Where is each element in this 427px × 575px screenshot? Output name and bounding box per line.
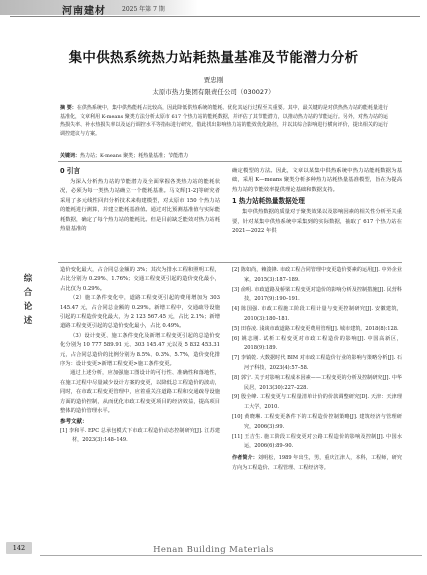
reference-item: [10] 黄晓琳. 工程变更条件下的工程造价控制策略[J]. 建筑经济与管理研究，2006(3):99. xyxy=(232,413,402,430)
intro-paragraph: 为深入分析热力站的节能潜力及全面掌握各类热力站的能耗状况，必须为每一类热力站确立一个能耗基准。马文辉[1-2]等研究者采用了多元线性回归分析技术来构建模型，对太原市 150 个热力站的能耗进行测算，并建立能耗基准值。通过对比预测基准值与实际能耗数据，确定了每个热力站的能耗比。但是目前缺乏能效对热力站耗热量基准的 xyxy=(60,179,220,233)
intro-paragraph-cont: 确定模型的方法。因此，文章以某集中供热系统中热力站能耗数据为基础，采用 K—means 聚类分析多种热力站耗热量基准模型，旨在为提高热力站的节能效率提供理论基础和数据支持。 xyxy=(232,168,402,193)
side-section-label xyxy=(22,272,34,328)
analysis-paragraph: （3）设计变更、施工条件变化及新增工程变更引起的总造价变化分别为 10 777 589.91 元、303 145.47 元以及 5 832 453.31 元，占合同总造价的比例分别为 8.5%、0.3%、5.7%，造价变化排序为：设计变更>新增工程变更>施工条件变更。 xyxy=(60,332,220,368)
reference-item: [1] 李和平. EPC 总承包模式下市政工程造价动态控制研究[J]. 江苏建材，2023(3):148–149. xyxy=(60,427,220,444)
analysis-paragraph: 通过上述分析，应加强施工图设计的可行性、准确性和落地性，在施工过程中尽量减少设计方案的变更，以降低总工程造价的波动，同时，在市政工程变更管理中，应着重关注道路工程和交通疏导设施方面的造价控制，从而优化市政工程变更项目的经济效益，提高项目整体的造价管理水平。 xyxy=(60,370,220,415)
analysis-column xyxy=(60,266,220,446)
keywords-label: 关键词： xyxy=(60,153,81,159)
side-char: 论 xyxy=(23,302,33,312)
reference-item: [11] 王吉生. 施工阶段工程变更对公路工程造价的影响及控制[J]. 中国水运，2006(6):89–90. xyxy=(232,433,402,450)
journal-brand: 河南建材 xyxy=(62,6,106,17)
author-bio-label: 作者简介： xyxy=(232,455,258,462)
issue-label: 2025 年第 7 期 xyxy=(122,6,165,13)
keywords-text: 热力站；K-means 聚类；耗热量基准；节能潜力 xyxy=(80,153,189,159)
data-paragraph: 集中供热数据的质量对于聚类效果以及影响因素的相关性分析至关重要，针对某集中供热系统中采集到的实际数据，抽取了 617 个热力站在 2021—2022 年供 xyxy=(232,209,402,235)
reference-item: [5] 田春凌. 浅谈市政道路工程变更费用管理[J]. 城市建筑，2018(8):128. xyxy=(232,325,399,332)
author-affiliation: 太原市热力集团有限责任公司（030027） xyxy=(152,88,275,96)
abstract-divider xyxy=(58,161,402,162)
references-heading: 参考文献： xyxy=(60,418,88,425)
abstract xyxy=(60,104,388,138)
author-bio-text: 刘明松，1989 年出生，男，重庆江津人，本科，工程师，研究方向为工程造价、工程管理、工程经济等。 xyxy=(232,455,402,471)
reference-item: [9] 殷全峰. 工程变更与工程量清单计价的价款调整研究[D]. 天津：天津理工大学，2010. xyxy=(232,394,402,411)
abstract-text: 在供热系统中，集中供热能耗占比较高，因此降低供热系统的能耗、优化其运行过程至关重要。其中，最关键的是对供热热力站的能耗量进行基准化，文章利用 K-means 聚类方法分析太原市 617 个热力站的能耗数据，并评估了其节能潜力，以推动热力站的节能运行。另外，对热力站的运热损失率、补水热损失率以及运行调控水平等指标进行研究，借此找出影响热力站的能效优化路径，并以其综合影响进行横向评价，提出相关的运行调控建议与方案。 xyxy=(60,105,388,137)
reference-item: [7] 李镇乾. 大数据时代 BIM 对市政工程造价行业的影响与策略分析[J]. 石河子科技，2023(4):57–58. xyxy=(232,355,402,371)
intro-column xyxy=(60,165,220,234)
reference-item: [8] 郭宁. 关于对影响工程成本因素——工程变更的分析及控制研究[J]. 中华民居，2013(30):227–228. xyxy=(232,374,402,391)
abstract-label: 摘 要： xyxy=(60,105,77,111)
side-char: 述 xyxy=(23,316,33,326)
page-number: 142 xyxy=(6,542,32,554)
side-char: 合 xyxy=(23,288,33,298)
page-header xyxy=(0,0,427,24)
analysis-paragraph: 造价变化最大，占合同总金额的 3%；其次为排水工程和照明工程，占比分别为 0.29%、1.76%；交通工程变更引起的造价变化最小，占比仅为 0.29%。 xyxy=(60,267,220,292)
reference-item: [2] 陈如尚，赖浚锋. 市政工程合同管理中变更造价要素的运用[J]. 中外企业家，2015(3):187–189. xyxy=(232,267,402,283)
article-author: 贾忠刚 xyxy=(203,76,224,84)
keywords xyxy=(60,152,388,159)
reference-item: [3] 俞明. 市政道路及桥梁工程变更对造价的影响分析及控制措施[J]. 民营科技，2017(9):190–191. xyxy=(232,286,402,303)
side-char: 综 xyxy=(23,274,33,284)
reference-item: [4] 陈国强. 市政工程施工阶段工程计量与变更控制研究[J]. 安徽建筑，2010(3):180–181. xyxy=(232,306,402,322)
footer-divider xyxy=(40,555,422,556)
reference-item: [6] 姚志刚. 试析工程变更对市政工程造价的影响[J]. 中国高新区，2018(9):189. xyxy=(232,335,402,352)
analysis-paragraph: （2）施工条件变化中，道路工程变更引起的费用增加为 303 145.47 元，占合同总金额的 0.29%。新增工程中，交通疏导设施引起的工程造价变化最大，为 2 123 567.45 元，占比 2.1%；新增道路工程变更引起的总造价变化最小，占比 0.49%。 xyxy=(60,295,220,330)
article-title: 集中供热系统热力站耗热量基准及节能潜力分析 xyxy=(68,50,359,66)
references-column xyxy=(232,266,402,474)
section-heading-data: 1 热力站耗热量数据处理 xyxy=(232,197,305,206)
header-divider xyxy=(10,16,420,17)
mid-divider xyxy=(58,262,402,263)
author-bio xyxy=(232,454,402,474)
data-processing-column xyxy=(232,167,402,236)
section-heading-intro: 0 引言 xyxy=(60,167,81,175)
footer-journal-title: Henan Building Materials xyxy=(153,545,274,555)
